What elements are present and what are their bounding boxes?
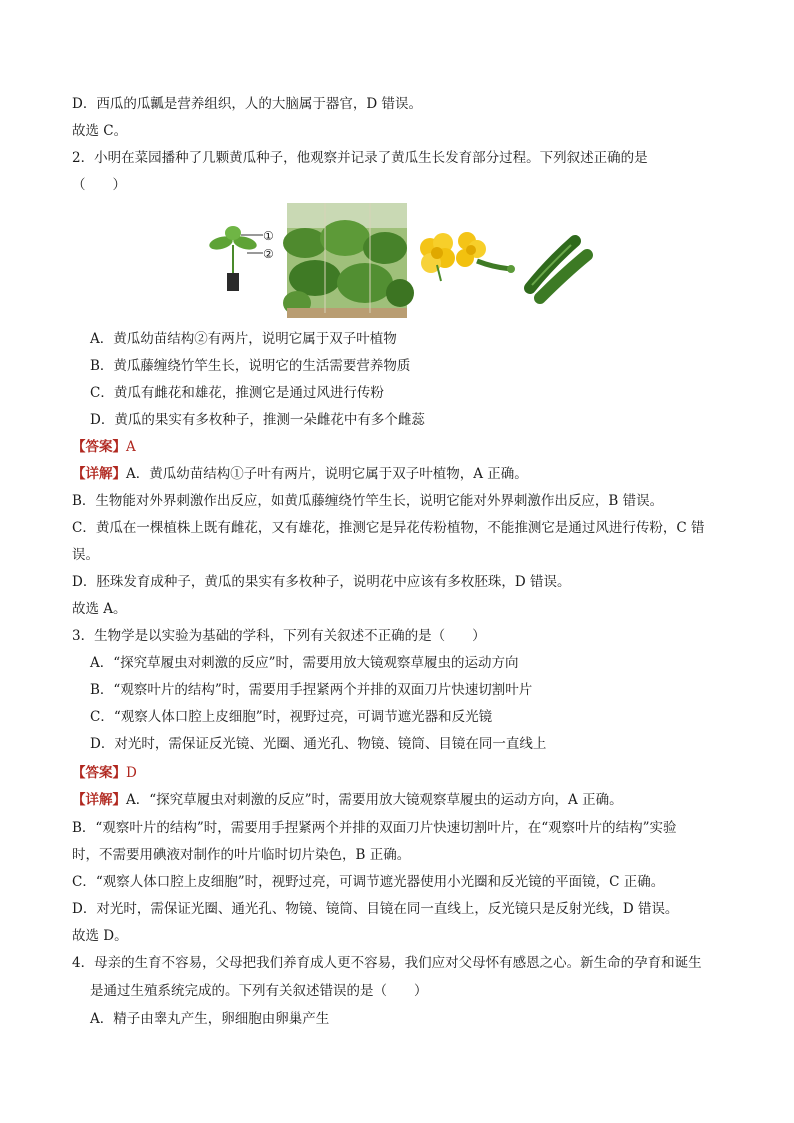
seedling-illustration (208, 226, 274, 291)
answer-value: A (126, 439, 136, 455)
q3-conclusion: 故选 D。 (72, 928, 128, 944)
q2-figure (205, 203, 600, 323)
q4-option-a: A．精子由睾丸产生，卵细胞由卵巢产生 (90, 1011, 330, 1027)
q3-option-b: B．“观察叶片的结构”时，需要用手捏紧两个并排的双面刀片快速切割叶片 (90, 682, 533, 698)
detail-text: A．黄瓜幼苗结构①子叶有两片，说明它属于双子叶植物，A 正确。 (126, 466, 528, 482)
q3-detail-d: D．对光时，需保证光圈、通光孔、物镜、镜筒、目镜在同一直线上，反光镜只是反射光线，D 错误。 (72, 901, 679, 917)
q3-detail-a (72, 790, 623, 810)
q3-option-a: A．“探究草履虫对刺激的反应”时，需要用放大镜观察草履虫的运动方向 (90, 655, 519, 671)
q1-option-d-explanation: D．西瓜的瓜瓤是营养组织，人的大脑属于器官，D 错误。 (72, 96, 422, 112)
q2-detail-c-cont: 误。 (72, 547, 99, 563)
flower-with-ovary-illustration (456, 232, 515, 273)
q1-conclusion: 故选 C。 (72, 123, 128, 139)
cucumber-growth-illustration (205, 203, 600, 323)
answer-tag: 【答案】 (72, 765, 126, 781)
q3-stem: 3．生物学是以实验为基础的学科，下列有关叙述不正确的是（ ） (72, 628, 486, 644)
q3-detail-b-cont: 时，不需要用碘液对制作的叶片临时切片染色，B 正确。 (72, 847, 411, 863)
q4-stem: 4．母亲的生育不容易，父母把我们养育成人更不容易，我们应对父母怀有感恩之心。新生命的孕育和诞生 (72, 955, 702, 971)
q2-option-a: A．黄瓜幼苗结构②有两片，说明它属于双子叶植物 (90, 331, 397, 347)
q2-stem: 2．小明在菜园播种了几颗黄瓜种子，他观察并记录了黄瓜生长发育部分过程。下列叙述正确的是 (72, 150, 648, 166)
label-2: ② (263, 247, 274, 261)
q2-option-c: C．黄瓜有雌花和雄花，推测它是通过风进行传粉 (90, 385, 384, 401)
answer-tag: 【答案】 (72, 439, 126, 455)
q2-option-d: D．黄瓜的果实有多枚种子，推测一朵雌花中有多个雌蕊 (90, 412, 425, 428)
q2-option-b: B．黄瓜藤缠绕竹竿生长，说明它的生活需要营养物质 (90, 358, 411, 374)
q4-stem-cont: 是通过生殖系统完成的。下列有关叙述错误的是（ ） (90, 983, 428, 999)
answer-value: D (126, 765, 137, 781)
cucumbers-illustration (530, 241, 587, 298)
vines-photo (283, 203, 414, 318)
q2-detail-b: B．生物能对外界刺激作出反应，如黄瓜藤缠绕竹竿生长，说明它能对外界刺激作出反应，B 错误。 (72, 493, 664, 509)
q3-detail-c: C．“观察人体口腔上皮细胞”时，视野过亮，可调节遮光器使用小光圈和反光镜的平面镜，C 正确。 (72, 874, 665, 890)
q3-option-c: C．“观察人体口腔上皮细胞”时，视野过亮，可调节遮光器和反光镜 (90, 709, 493, 725)
q2-answer (72, 437, 136, 457)
q3-option-d: D．对光时，需保证反光镜、光圈、通光孔、物镜、镜筒、目镜在同一直线上 (90, 736, 547, 752)
q3-answer (72, 763, 137, 783)
q2-detail-c: C．黄瓜在一棵植株上既有雌花，又有雄花，推测它是异花传粉植物，不能推测它是通过风进行传粉，C 错 (72, 520, 705, 536)
detail-tag: 【详解】 (72, 466, 126, 482)
q3-detail-b: B．“观察叶片的结构”时，需要用手捏紧两个并排的双面刀片快速切割叶片，在“观察叶片的结构”实验 (72, 820, 677, 836)
q2-detail-a (72, 464, 528, 484)
q2-conclusion: 故选 A。 (72, 601, 127, 617)
q2-detail-d: D．胚珠发育成种子，黄瓜的果实有多枚种子，说明花中应该有多枚胚珠，D 错误。 (72, 574, 571, 590)
detail-text: A．“探究草履虫对刺激的反应”时，需要用放大镜观察草履虫的运动方向，A 正确。 (126, 792, 623, 808)
detail-tag: 【详解】 (72, 792, 126, 808)
label-1: ① (263, 229, 274, 243)
q2-stem-blank: （ ） (72, 177, 126, 193)
flower-illustration (420, 233, 455, 281)
